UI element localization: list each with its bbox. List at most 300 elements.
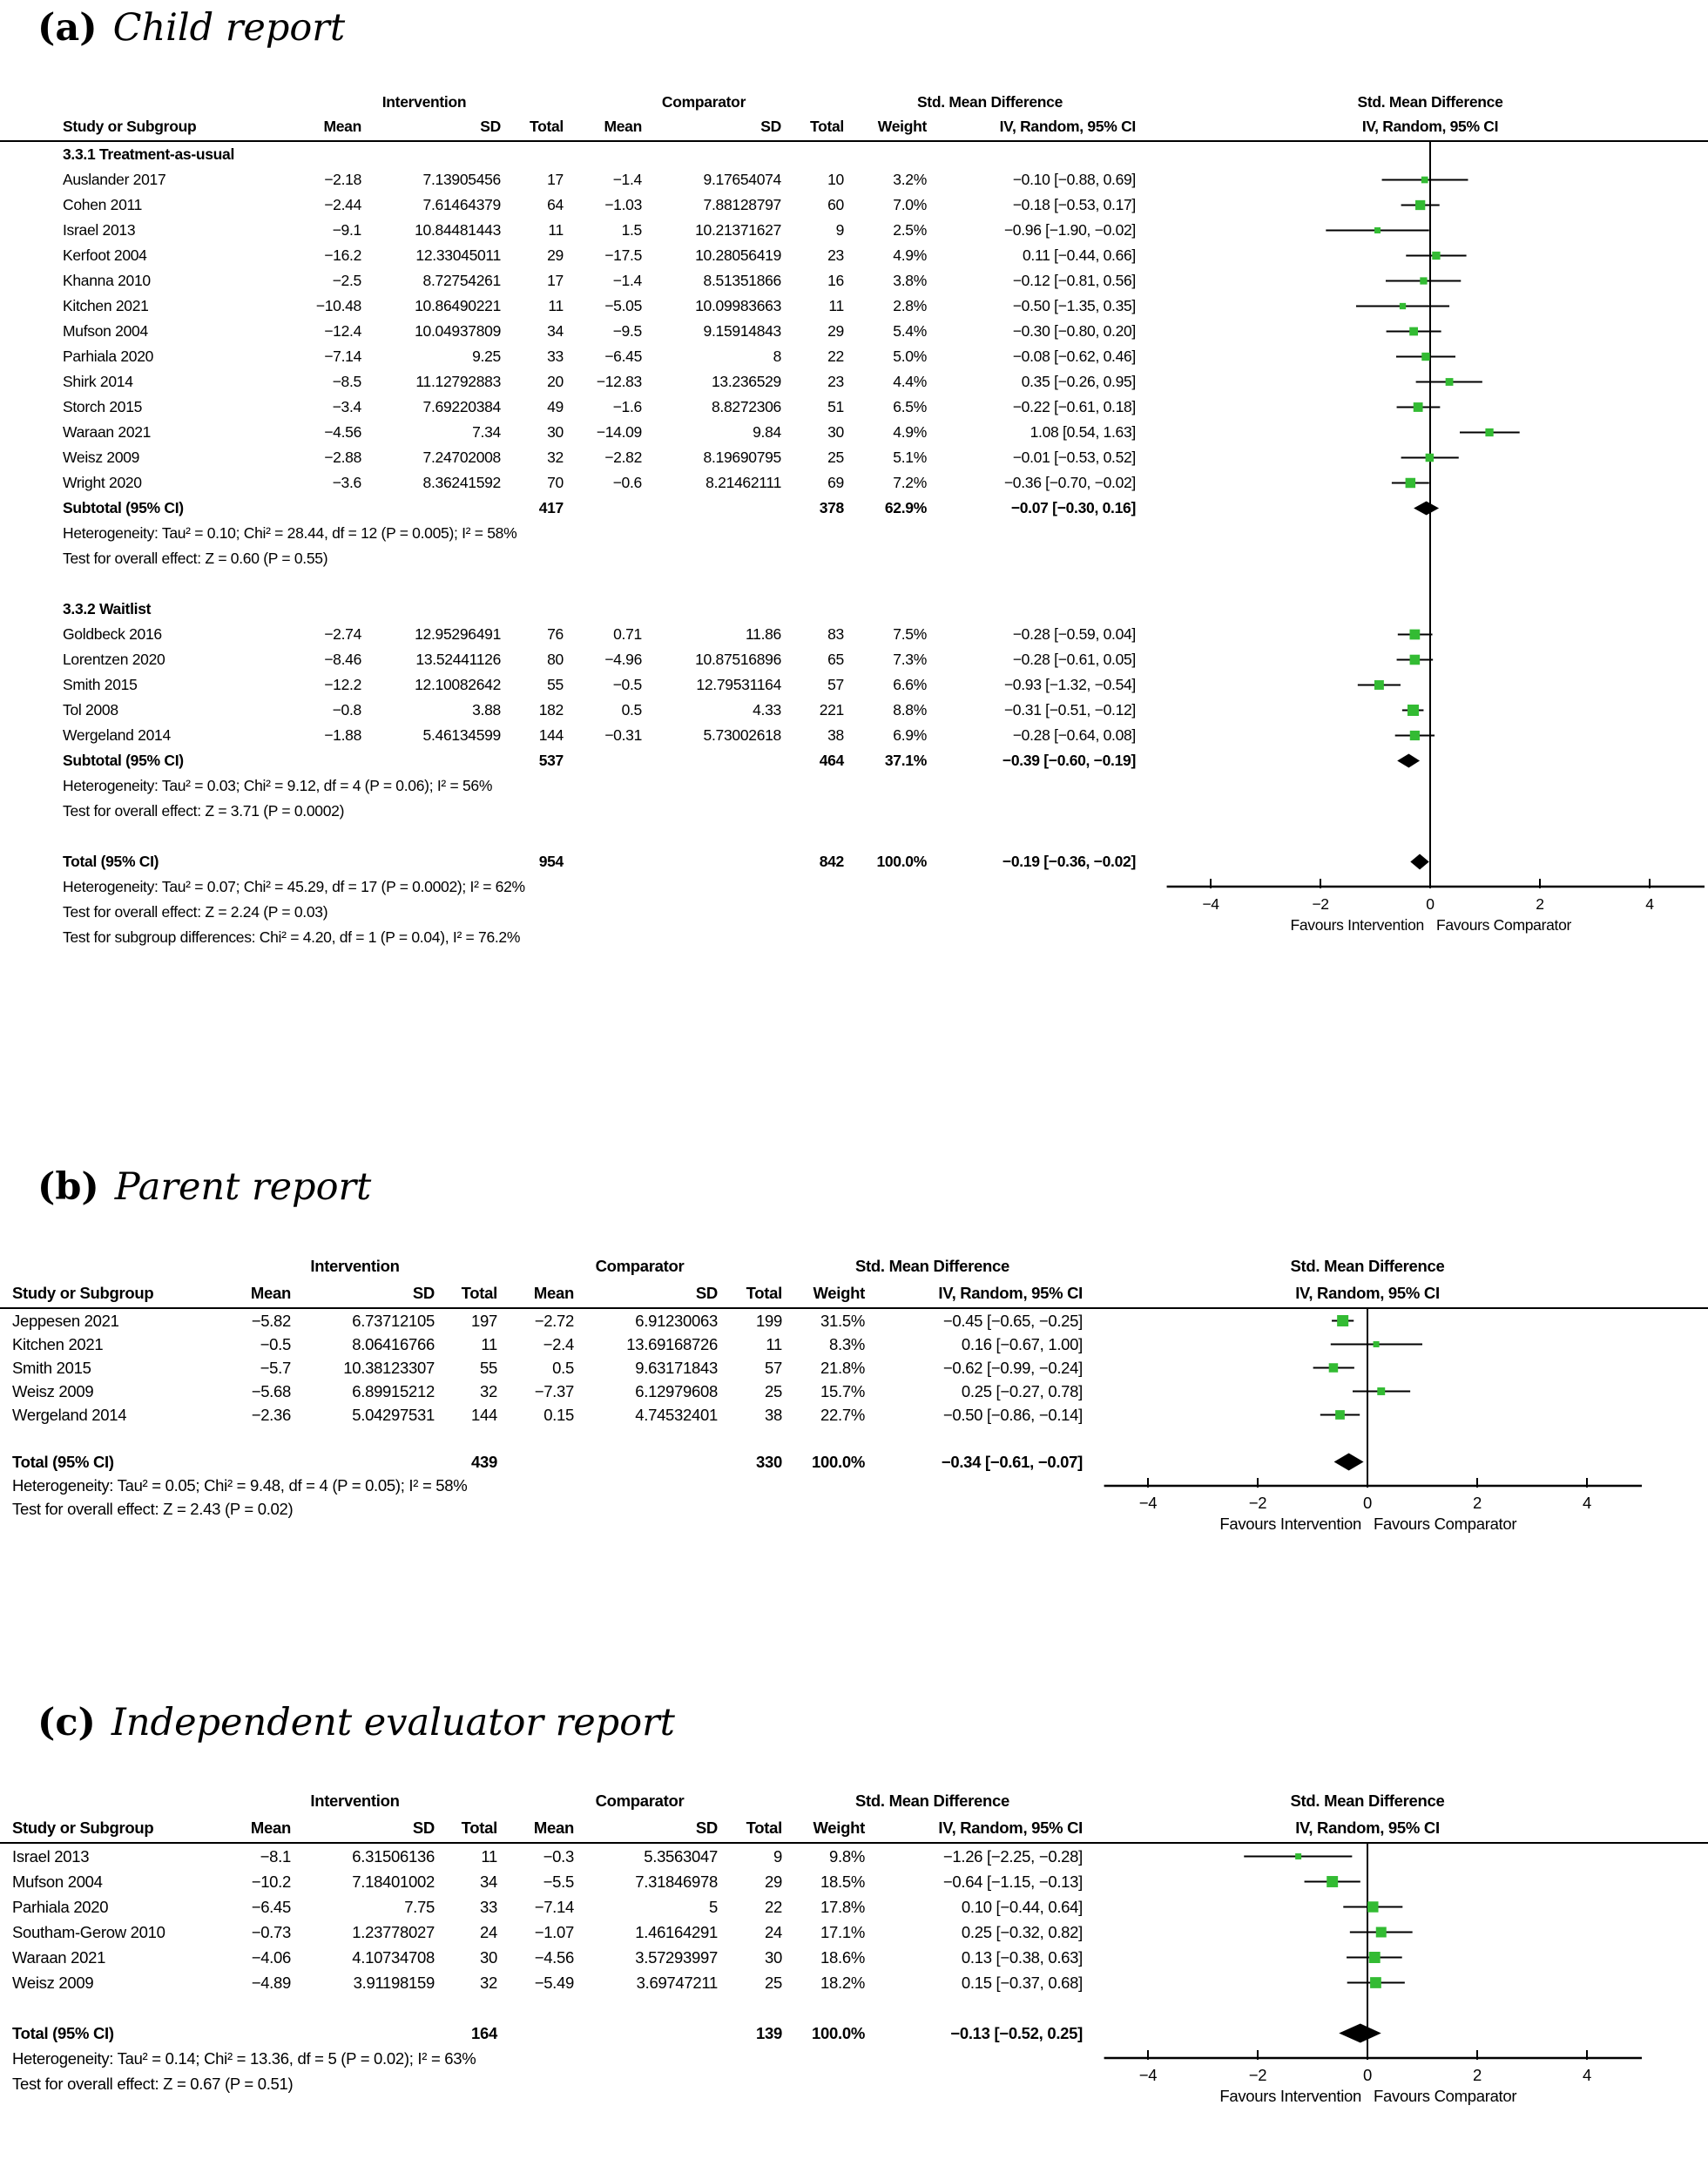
tick-label: 0 bbox=[1363, 2066, 1372, 2085]
comparator-total: 22 bbox=[827, 348, 844, 366]
weight-column-header: Weight bbox=[813, 1818, 865, 1838]
intervention-total: 32 bbox=[480, 1974, 497, 1993]
comparator-total: 57 bbox=[827, 676, 844, 694]
pooled-diamond bbox=[1397, 754, 1420, 768]
comparator-sd: 13.69168726 bbox=[626, 1334, 718, 1353]
comparator-total-header: Total bbox=[809, 118, 844, 136]
panel-name-label: Parent report bbox=[114, 1165, 372, 1210]
comparator-mean: −1.4 bbox=[612, 272, 642, 290]
intervention-sd: 13.52441126 bbox=[415, 651, 501, 669]
comparator-sd: 1.46164291 bbox=[635, 1923, 718, 1942]
comparator-total: 378 bbox=[819, 499, 844, 517]
effect-square bbox=[1329, 1363, 1338, 1372]
forest-plot-figure bbox=[0, 7, 1708, 2157]
smd-ci-value: −0.10 [−0.88, 0.69] bbox=[1012, 171, 1136, 189]
intervention-total: 30 bbox=[547, 423, 564, 442]
panel-title bbox=[37, 1166, 1708, 1209]
study-label: Wergeland 2014 bbox=[12, 1405, 127, 1424]
intervention-total: 33 bbox=[547, 348, 564, 366]
intervention-mean: −10.2 bbox=[251, 1872, 291, 1892]
intervention-total-header: Total bbox=[461, 1283, 497, 1302]
panel-letter-label: (b) bbox=[37, 1165, 99, 1210]
intervention-total: 34 bbox=[547, 322, 564, 341]
panel-title bbox=[37, 1702, 1708, 1744]
study-label: Storch 2015 bbox=[63, 398, 143, 416]
comparator-mean: −0.3 bbox=[543, 1847, 574, 1866]
intervention-mean: −8.5 bbox=[332, 373, 361, 391]
forest-plot bbox=[1132, 1309, 1707, 1590]
tick-label: −4 bbox=[1202, 895, 1219, 914]
blank bbox=[291, 1450, 435, 1474]
weight-value: 18.6% bbox=[820, 1948, 865, 1967]
intervention-total: 182 bbox=[538, 701, 564, 719]
intervention-mean: −2.44 bbox=[324, 196, 361, 214]
intervention-mean: −16.2 bbox=[324, 246, 361, 265]
comparator-mean-header: Mean bbox=[533, 1283, 574, 1302]
comparator-sd: 8.8272306 bbox=[711, 398, 781, 416]
plot-smd-header: Std. Mean Difference bbox=[1290, 1792, 1445, 1811]
weight-value: 100.0% bbox=[812, 1452, 865, 1471]
comparator-mean: −0.6 bbox=[612, 474, 642, 492]
comparator-mean: 0.15 bbox=[543, 1405, 574, 1424]
weight-value: 15.7% bbox=[820, 1381, 865, 1400]
smd-ci-value: −1.26 [−2.25, −0.28] bbox=[942, 1847, 1083, 1866]
weight-value: 21.8% bbox=[820, 1358, 865, 1377]
intervention-sd: 7.75 bbox=[404, 1898, 435, 1917]
intervention-total: 11 bbox=[548, 297, 564, 315]
intervention-sd: 10.84481443 bbox=[415, 221, 501, 240]
ci-column-header: IV, Random, 95% CI bbox=[938, 1818, 1083, 1838]
comparator-sd: 7.88128797 bbox=[703, 196, 781, 214]
intervention-total: 32 bbox=[547, 449, 564, 467]
comparator-mean-header: Mean bbox=[604, 118, 642, 136]
pooled-diamond bbox=[1334, 1453, 1364, 1470]
rows-area bbox=[0, 1309, 1708, 1582]
plot-ci-header: IV, Random, 95% CI bbox=[1361, 118, 1499, 136]
comparator-total: 16 bbox=[827, 272, 844, 290]
weight-value: 37.1% bbox=[884, 752, 927, 770]
effect-square bbox=[1374, 680, 1384, 690]
analysis-note: Heterogeneity: Tau² = 0.05; Chi² = 9.48, df = 4 (P = 0.05); I² = 58% bbox=[12, 1475, 468, 1495]
forest-table bbox=[0, 1255, 1708, 1582]
intervention-mean: −5.68 bbox=[251, 1381, 291, 1400]
weight-value: 3.2% bbox=[893, 171, 927, 189]
comparator-sd-header: SD bbox=[760, 118, 781, 136]
intervention-sd: 7.18401002 bbox=[352, 1872, 435, 1892]
smd-ci-value: 0.25 [−0.27, 0.78] bbox=[961, 1381, 1083, 1400]
weight-value: 62.9% bbox=[884, 499, 927, 517]
comparator-total: 10 bbox=[827, 171, 844, 189]
smd-ci-value: −0.93 [−1.32, −0.54] bbox=[1003, 676, 1136, 694]
comparator-total: 25 bbox=[765, 1974, 782, 1993]
intervention-sd: 6.89915212 bbox=[352, 1381, 435, 1400]
study-label: Goldbeck 2016 bbox=[63, 625, 162, 644]
blank bbox=[642, 496, 781, 521]
intervention-total: 24 bbox=[480, 1923, 497, 1942]
pooled-diamond bbox=[1339, 2024, 1381, 2043]
study-label: Wergeland 2014 bbox=[63, 726, 171, 745]
effect-square bbox=[1406, 478, 1415, 488]
intervention-sd: 11.12792883 bbox=[415, 373, 501, 391]
study-label: Jeppesen 2021 bbox=[12, 1311, 119, 1330]
forest-plot bbox=[1132, 142, 1707, 1020]
intervention-mean: −4.56 bbox=[324, 423, 361, 442]
intervention-mean: −0.8 bbox=[332, 701, 361, 719]
smd-ci-value: −0.12 [−0.81, 0.56] bbox=[1012, 272, 1136, 290]
intervention-sd: 10.04937809 bbox=[415, 322, 501, 341]
tick-label: −4 bbox=[1138, 1493, 1158, 1512]
tick-label: −2 bbox=[1248, 1493, 1267, 1512]
favours-right-label: Favours Comparator bbox=[1374, 1514, 1517, 1533]
comparator-mean: −1.07 bbox=[534, 1923, 574, 1942]
weight-column-header: Weight bbox=[877, 118, 927, 136]
study-label: Lorentzen 2020 bbox=[63, 651, 165, 669]
study-label: Auslander 2017 bbox=[63, 171, 166, 189]
study-label: Smith 2015 bbox=[63, 676, 138, 694]
comparator-mean: −5.5 bbox=[543, 1872, 574, 1892]
comparator-total: 38 bbox=[827, 726, 844, 745]
intervention-mean: −8.1 bbox=[260, 1847, 291, 1866]
comparator-total: 57 bbox=[765, 1358, 782, 1377]
comparator-sd: 3.69747211 bbox=[636, 1974, 718, 1993]
effect-square bbox=[1408, 705, 1419, 716]
comparator-group-header: Comparator bbox=[661, 93, 746, 111]
weight-value: 3.8% bbox=[893, 272, 927, 290]
blank bbox=[285, 849, 361, 874]
smd-ci-value: −0.62 [−0.99, −0.24] bbox=[942, 1358, 1083, 1377]
plot-ci-header: IV, Random, 95% CI bbox=[1295, 1283, 1440, 1302]
comparator-sd: 4.74532401 bbox=[635, 1405, 718, 1424]
smd-ci-value: −0.34 [−0.61, −0.07] bbox=[941, 1452, 1083, 1471]
comparator-total: 22 bbox=[765, 1898, 782, 1917]
comparator-sd: 8.51351866 bbox=[703, 272, 781, 290]
subgroup-header: 3.3.1 Treatment-as-usual bbox=[63, 145, 235, 164]
intervention-total: 197 bbox=[471, 1311, 497, 1330]
smd-ci-value: −0.07 [−0.30, 0.16] bbox=[1010, 499, 1136, 517]
comparator-mean: −2.4 bbox=[543, 1334, 574, 1353]
comparator-total-header: Total bbox=[746, 1283, 782, 1302]
comparator-mean: 0.5 bbox=[552, 1358, 574, 1377]
rows-area bbox=[0, 142, 1708, 1011]
comparator-total: 60 bbox=[827, 196, 844, 214]
blank bbox=[574, 2021, 718, 2046]
intervention-sd: 12.95296491 bbox=[415, 625, 501, 644]
study-label: Mufson 2004 bbox=[12, 1872, 103, 1892]
effect-square bbox=[1414, 403, 1423, 413]
effect-square bbox=[1410, 655, 1421, 665]
comparator-mean: −2.82 bbox=[604, 449, 642, 467]
study-label: Israel 2013 bbox=[12, 1847, 90, 1866]
comparator-total: 51 bbox=[827, 398, 844, 416]
comparator-total: 25 bbox=[827, 449, 844, 467]
intervention-total: 70 bbox=[547, 474, 564, 492]
intervention-total: 55 bbox=[547, 676, 564, 694]
weight-value: 5.4% bbox=[893, 322, 927, 341]
comparator-sd: 8.19690795 bbox=[703, 449, 781, 467]
blank bbox=[361, 748, 501, 773]
effect-square bbox=[1421, 353, 1429, 361]
analysis-note: Test for overall effect: Z = 3.71 (P = 0.0002) bbox=[63, 802, 345, 820]
intervention-total: 17 bbox=[547, 171, 564, 189]
comparator-mean: −4.96 bbox=[604, 651, 642, 669]
effect-square bbox=[1367, 1902, 1378, 1913]
intervention-total: 537 bbox=[538, 752, 564, 770]
panel-name-label: Child report bbox=[112, 6, 346, 50]
weight-value: 2.8% bbox=[893, 297, 927, 315]
intervention-mean-header: Mean bbox=[250, 1283, 291, 1302]
column-headers bbox=[0, 1790, 1708, 1844]
study-label: Kerfoot 2004 bbox=[63, 246, 147, 265]
comparator-sd: 7.31846978 bbox=[635, 1872, 718, 1892]
tick-label: 2 bbox=[1473, 1493, 1482, 1512]
intervention-sd: 7.34 bbox=[472, 423, 501, 442]
rows-area bbox=[0, 1844, 1708, 2157]
intervention-total: 76 bbox=[547, 625, 564, 644]
weight-value: 18.5% bbox=[820, 1872, 865, 1892]
analysis-note: Heterogeneity: Tau² = 0.03; Chi² = 9.12, df = 4 (P = 0.06); I² = 56% bbox=[63, 777, 493, 795]
comparator-total: 9 bbox=[773, 1847, 782, 1866]
comparator-total: 842 bbox=[819, 853, 844, 871]
comparator-total: 464 bbox=[819, 752, 844, 770]
study-column-header: Study or Subgroup bbox=[12, 1283, 154, 1302]
pooled-diamond bbox=[1410, 854, 1428, 870]
panel-a bbox=[0, 7, 1708, 1011]
analysis-note: Heterogeneity: Tau² = 0.07; Chi² = 45.29, df = 17 (P = 0.0002); I² = 62% bbox=[63, 878, 525, 896]
comparator-mean: −6.45 bbox=[604, 348, 642, 366]
intervention-total: 49 bbox=[547, 398, 564, 416]
blank bbox=[213, 2021, 291, 2046]
effect-square bbox=[1337, 1315, 1348, 1326]
comparator-sd: 8.21462111 bbox=[705, 474, 781, 492]
intervention-mean: −7.14 bbox=[324, 348, 361, 366]
smd-ci-value: −0.01 [−0.53, 0.52] bbox=[1012, 449, 1136, 467]
intervention-total: 30 bbox=[480, 1948, 497, 1967]
analysis-note: Test for overall effect: Z = 2.43 (P = 0.02) bbox=[12, 1499, 294, 1518]
panel-name-label: Independent evaluator report bbox=[111, 1700, 675, 1744]
study-label: Parhiala 2020 bbox=[12, 1898, 109, 1917]
comparator-total: 199 bbox=[756, 1311, 782, 1330]
intervention-total: 32 bbox=[480, 1381, 497, 1400]
weight-value: 31.5% bbox=[820, 1311, 865, 1330]
panel-b bbox=[0, 1166, 1708, 1581]
column-headers bbox=[0, 1255, 1708, 1309]
weight-value: 22.7% bbox=[820, 1405, 865, 1424]
study-label: Waraan 2021 bbox=[63, 423, 152, 442]
study-label: Weisz 2009 bbox=[63, 449, 140, 467]
comparator-total: 24 bbox=[765, 1923, 782, 1942]
blank bbox=[361, 849, 501, 874]
smd-ci-value: −0.50 [−0.86, −0.14] bbox=[942, 1405, 1083, 1424]
effect-square bbox=[1409, 630, 1420, 640]
comparator-total: 330 bbox=[756, 1452, 782, 1471]
intervention-sd: 5.46134599 bbox=[422, 726, 501, 745]
comparator-group-header: Comparator bbox=[595, 1256, 685, 1275]
blank bbox=[497, 2021, 574, 2046]
intervention-sd: 7.13905456 bbox=[422, 171, 501, 189]
comparator-mean: −5.49 bbox=[534, 1974, 574, 1993]
intervention-sd: 7.24702008 bbox=[422, 449, 501, 467]
favours-left-label: Favours Intervention bbox=[1219, 1514, 1361, 1533]
tick-label: 0 bbox=[1426, 895, 1435, 914]
weight-value: 18.2% bbox=[820, 1974, 865, 1993]
intervention-sd: 6.73712105 bbox=[352, 1311, 435, 1330]
comparator-sd: 5.73002618 bbox=[703, 726, 781, 745]
intervention-total-header: Total bbox=[461, 1818, 497, 1838]
effect-square bbox=[1400, 303, 1406, 309]
tick-label: −4 bbox=[1138, 2066, 1158, 2085]
comparator-total: 221 bbox=[819, 701, 844, 719]
weight-value: 8.3% bbox=[829, 1334, 865, 1353]
intervention-mean: −8.46 bbox=[324, 651, 361, 669]
comparator-mean: −14.09 bbox=[596, 423, 642, 442]
smd-ci-value: −0.18 [−0.53, 0.17] bbox=[1012, 196, 1136, 214]
comparator-total: 23 bbox=[827, 246, 844, 265]
intervention-sd: 3.91198159 bbox=[353, 1974, 435, 1993]
tick-label: −2 bbox=[1248, 2066, 1267, 2085]
intervention-mean: −2.74 bbox=[324, 625, 361, 644]
comparator-mean: −4.56 bbox=[534, 1948, 574, 1967]
comparator-sd: 8 bbox=[773, 348, 781, 366]
intervention-group-header: Intervention bbox=[310, 1256, 400, 1275]
weight-value: 7.3% bbox=[893, 651, 927, 669]
smd-ci-value: −0.50 [−1.35, 0.35] bbox=[1012, 297, 1136, 315]
pooled-label: Total (95% CI) bbox=[12, 2024, 114, 2043]
intervention-sd-header: SD bbox=[480, 118, 501, 136]
tick-label: 0 bbox=[1363, 1493, 1372, 1512]
pooled-label: Total (95% CI) bbox=[12, 1452, 114, 1471]
favours-left-label: Favours Intervention bbox=[1219, 2087, 1361, 2106]
weight-value: 2.5% bbox=[893, 221, 927, 240]
comparator-total: 30 bbox=[765, 1948, 782, 1967]
intervention-total: 20 bbox=[547, 373, 564, 391]
intervention-sd: 7.61464379 bbox=[422, 196, 501, 214]
pooled-label: Subtotal (95% CI) bbox=[63, 499, 184, 517]
favours-right-label: Favours Comparator bbox=[1436, 916, 1572, 935]
weight-value: 17.1% bbox=[820, 1923, 865, 1942]
intervention-total: 80 bbox=[547, 651, 564, 669]
study-label: Parhiala 2020 bbox=[63, 348, 154, 366]
weight-value: 17.8% bbox=[820, 1898, 865, 1917]
comparator-sd-header: SD bbox=[695, 1283, 718, 1302]
plot-smd-header: Std. Mean Difference bbox=[1290, 1256, 1445, 1275]
comparator-mean-header: Mean bbox=[533, 1818, 574, 1838]
smd-ci-value: −0.45 [−0.65, −0.25] bbox=[942, 1311, 1083, 1330]
effect-square bbox=[1376, 1927, 1387, 1938]
intervention-total: 11 bbox=[481, 1334, 497, 1353]
intervention-sd: 12.10082642 bbox=[415, 676, 501, 694]
comparator-sd: 10.21371627 bbox=[695, 221, 781, 240]
intervention-total: 64 bbox=[547, 196, 564, 214]
blank bbox=[564, 849, 642, 874]
study-label: Kitchen 2021 bbox=[63, 297, 149, 315]
weight-value: 6.6% bbox=[893, 676, 927, 694]
comparator-sd: 4.33 bbox=[753, 701, 781, 719]
smd-ci-value: 0.16 [−0.67, 1.00] bbox=[961, 1334, 1083, 1353]
blank bbox=[564, 496, 642, 521]
tick-label: −2 bbox=[1312, 895, 1329, 914]
smd-group-header: Std. Mean Difference bbox=[855, 1792, 1009, 1811]
intervention-sd: 7.69220384 bbox=[422, 398, 501, 416]
effect-square bbox=[1370, 1977, 1381, 1988]
weight-value: 6.5% bbox=[893, 398, 927, 416]
panel-c bbox=[0, 1702, 1708, 2157]
study-label: Tol 2008 bbox=[63, 701, 118, 719]
intervention-mean: −12.4 bbox=[324, 322, 361, 341]
weight-value: 100.0% bbox=[812, 2024, 865, 2043]
intervention-mean: −6.45 bbox=[251, 1898, 291, 1917]
intervention-total: 33 bbox=[480, 1898, 497, 1917]
forest-plot bbox=[1132, 1844, 1707, 2166]
weight-value: 4.4% bbox=[893, 373, 927, 391]
comparator-mean: −7.14 bbox=[534, 1898, 574, 1917]
ci-column-header: IV, Random, 95% CI bbox=[938, 1283, 1083, 1302]
smd-ci-value: 0.10 [−0.44, 0.64] bbox=[961, 1898, 1083, 1917]
tick-label: 4 bbox=[1645, 895, 1654, 914]
analysis-note: Test for overall effect: Z = 0.67 (P = 0.51) bbox=[12, 2075, 294, 2094]
panel-letter-label: (c) bbox=[37, 1700, 96, 1744]
intervention-sd: 8.72754261 bbox=[422, 272, 501, 290]
forest-table bbox=[0, 91, 1708, 1011]
comparator-sd: 6.91230063 bbox=[635, 1311, 718, 1330]
comparator-mean: −9.5 bbox=[612, 322, 642, 341]
smd-ci-value: −0.39 [−0.60, −0.19] bbox=[1002, 752, 1136, 770]
smd-ci-value: −0.31 [−0.51, −0.12] bbox=[1003, 701, 1136, 719]
comparator-mean: −17.5 bbox=[604, 246, 642, 265]
effect-square bbox=[1410, 731, 1420, 740]
ci-column-header: IV, Random, 95% CI bbox=[999, 118, 1136, 136]
smd-group-header: Std. Mean Difference bbox=[916, 93, 1063, 111]
smd-ci-value: −0.28 [−0.61, 0.05] bbox=[1012, 651, 1136, 669]
comparator-mean: 0.5 bbox=[621, 701, 642, 719]
comparator-sd: 10.09983663 bbox=[695, 297, 781, 315]
comparator-mean: −5.05 bbox=[604, 297, 642, 315]
smd-ci-value: 1.08 [0.54, 1.63] bbox=[1030, 423, 1136, 442]
effect-square bbox=[1369, 1952, 1381, 1963]
comparator-total: 69 bbox=[827, 474, 844, 492]
blank bbox=[574, 1450, 718, 1474]
comparator-sd: 13.236529 bbox=[711, 373, 781, 391]
smd-ci-value: −0.13 [−0.52, 0.25] bbox=[950, 2024, 1083, 2043]
study-label: Smith 2015 bbox=[12, 1358, 91, 1377]
study-label: Weisz 2009 bbox=[12, 1974, 94, 1993]
weight-value: 8.8% bbox=[893, 701, 927, 719]
comparator-mean: 1.5 bbox=[621, 221, 642, 240]
comparator-mean: −0.5 bbox=[612, 676, 642, 694]
intervention-mean: −10.48 bbox=[315, 297, 361, 315]
analysis-note: Test for overall effect: Z = 0.60 (P = 0.55) bbox=[63, 550, 328, 568]
pooled-diamond bbox=[1414, 502, 1439, 516]
intervention-total: 55 bbox=[480, 1358, 497, 1377]
column-headers bbox=[0, 91, 1708, 142]
intervention-total: 29 bbox=[547, 246, 564, 265]
comparator-total: 25 bbox=[765, 1381, 782, 1400]
intervention-sd: 12.33045011 bbox=[415, 246, 501, 265]
comparator-total: 23 bbox=[827, 373, 844, 391]
comparator-sd: 12.79531164 bbox=[696, 676, 781, 694]
intervention-sd: 10.38123307 bbox=[343, 1358, 435, 1377]
comparator-total: 83 bbox=[827, 625, 844, 644]
effect-square bbox=[1432, 252, 1440, 260]
smd-ci-value: −0.19 [−0.36, −0.02] bbox=[1002, 853, 1136, 871]
intervention-sd: 5.04297531 bbox=[352, 1405, 435, 1424]
intervention-mean: −3.4 bbox=[332, 398, 361, 416]
weight-value: 9.8% bbox=[829, 1847, 865, 1866]
comparator-mean: −12.83 bbox=[596, 373, 642, 391]
study-column-header: Study or Subgroup bbox=[12, 1818, 154, 1838]
intervention-total: 17 bbox=[547, 272, 564, 290]
intervention-sd: 8.06416766 bbox=[352, 1334, 435, 1353]
analysis-note: Heterogeneity: Tau² = 0.14; Chi² = 13.36, df = 5 (P = 0.02); I² = 63% bbox=[12, 2049, 476, 2068]
